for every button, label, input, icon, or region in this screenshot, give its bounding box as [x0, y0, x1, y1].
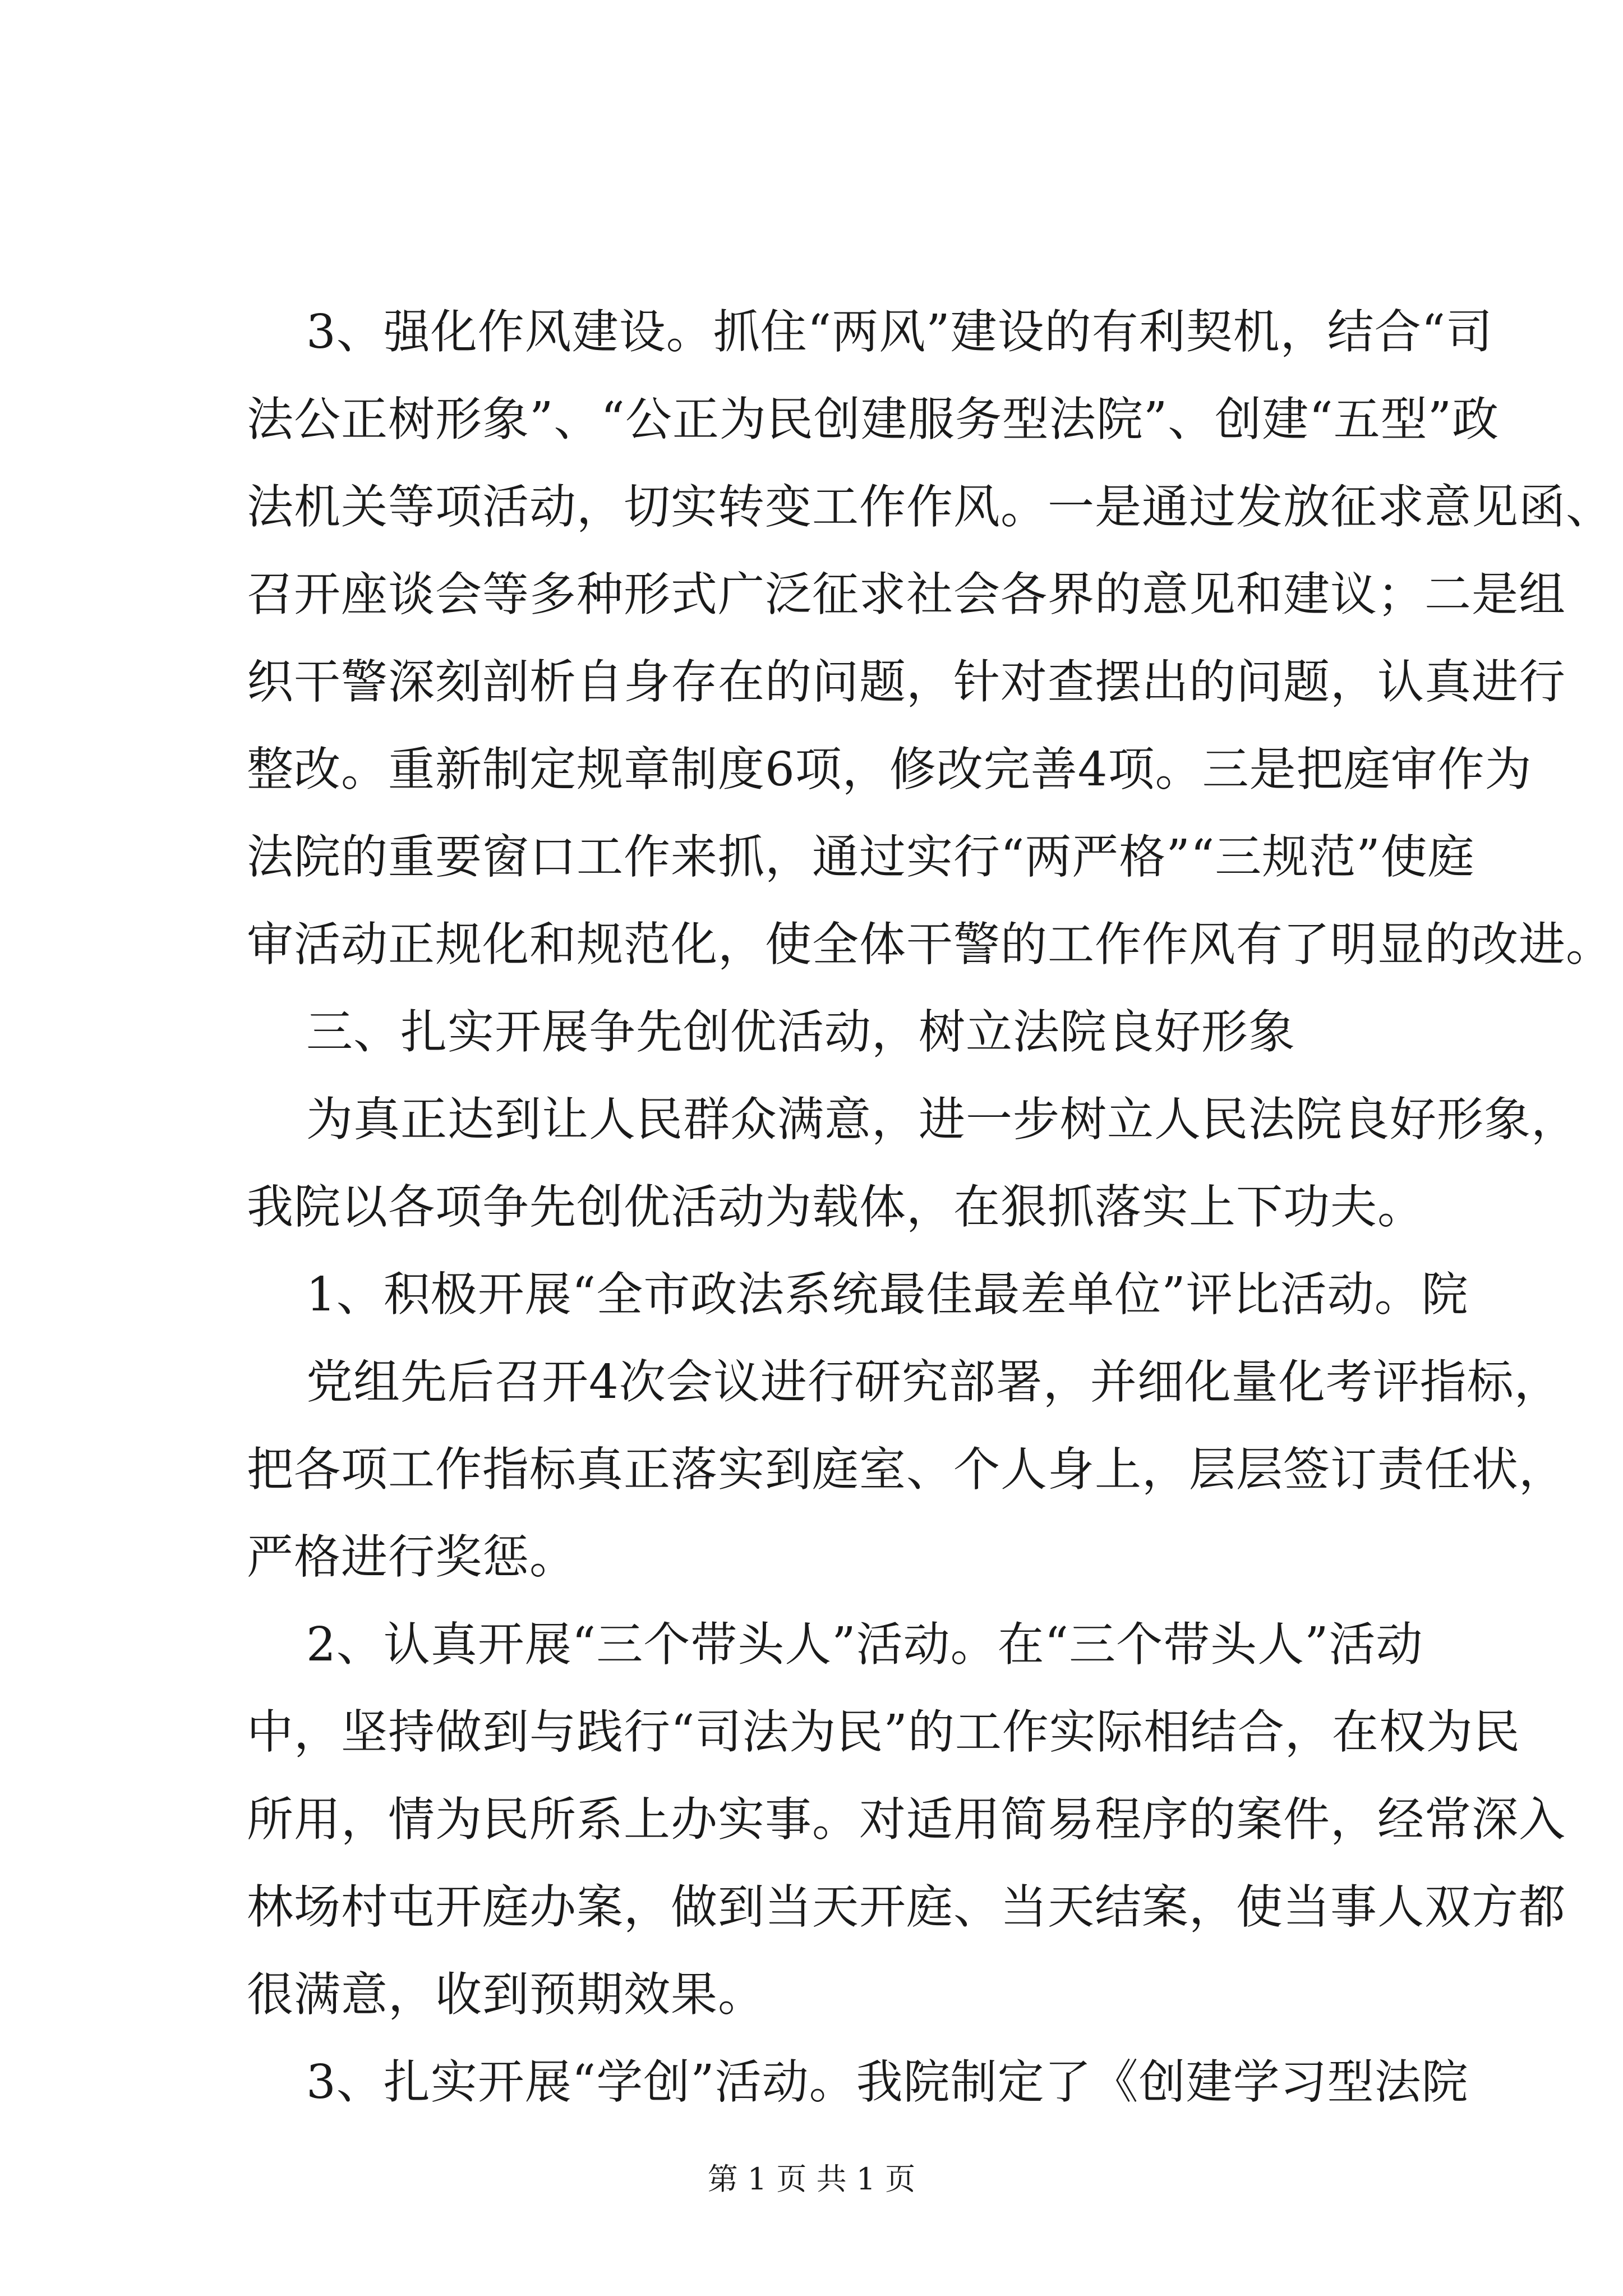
paragraph-line: 所用，情为民所系上办实事。对适用简易程序的案件，经常深入	[247, 1792, 1566, 1847]
paragraph-line: 很满意，收到预期效果。	[247, 1967, 765, 2022]
paragraph-line: 召开座谈会等多种形式广泛征求社会各界的意见和建议；二是组	[247, 567, 1566, 622]
paragraph-line: 织干警深刻剖析自身存在的问题，针对查摆出的问题，认真进行	[247, 655, 1566, 709]
paragraph-line: 法公正树形象”、“公正为民创建服务型法院”、创建“五型”政	[247, 392, 1500, 447]
paragraph-line: 法机关等项活动，切实转变工作作风。一是通过发放征求意见函、	[247, 480, 1613, 534]
paragraph-line: 法院的重要窗口工作来抓，通过实行“两严格”“三规范”使庭	[247, 830, 1475, 884]
paragraph-line: 中，坚持做到与践行“司法为民”的工作实际相结合，在权为民	[247, 1705, 1520, 1759]
section-heading: 三、扎实开展争先创优活动，树立法院良好形象	[306, 1005, 1295, 1059]
paragraph-line: 审活动正规化和规范化，使全体干警的工作作风有了明显的改进。	[247, 917, 1613, 972]
paragraph-line: 3、强化作风建设。抓住“两风”建设的有利契机，结合“司	[306, 305, 1493, 359]
paragraph-line: 把各项工作指标真正落实到庭室、个人身上，层层签订责任状，	[247, 1442, 1566, 1497]
paragraph-line: 党组先后召开4次会议进行研究部署，并细化量化考评指标，	[306, 1355, 1561, 1409]
paragraph-line: 整改。重新制定规章制度6项，修改完善4项。三是把庭审作为	[247, 742, 1532, 797]
paragraph-line: 林场村屯开庭办案，做到当天开庭、当天结案，使当事人双方都	[247, 1880, 1566, 1934]
paragraph-line: 为真正达到让人民群众满意，进一步树立人民法院良好形象，	[306, 1092, 1578, 1147]
page-number-footer: 第 1 页 共 1 页	[707, 2161, 916, 2197]
paragraph-line: 1、积极开展“全市政法系统最佳最差单位”评比活动。院	[306, 1267, 1469, 1322]
paragraph-line: 我院以各项争先创优活动为载体，在狠抓落实上下功夫。	[247, 1180, 1424, 1234]
paragraph-line: 3、扎实开展“学创”活动。我院制定了《创建学习型法院	[306, 2055, 1469, 2109]
paragraph-line: 严格进行奖惩。	[247, 1530, 577, 1584]
paragraph-line: 2、认真开展“三个带头人”活动。在“三个带头人”活动	[306, 1617, 1423, 1672]
